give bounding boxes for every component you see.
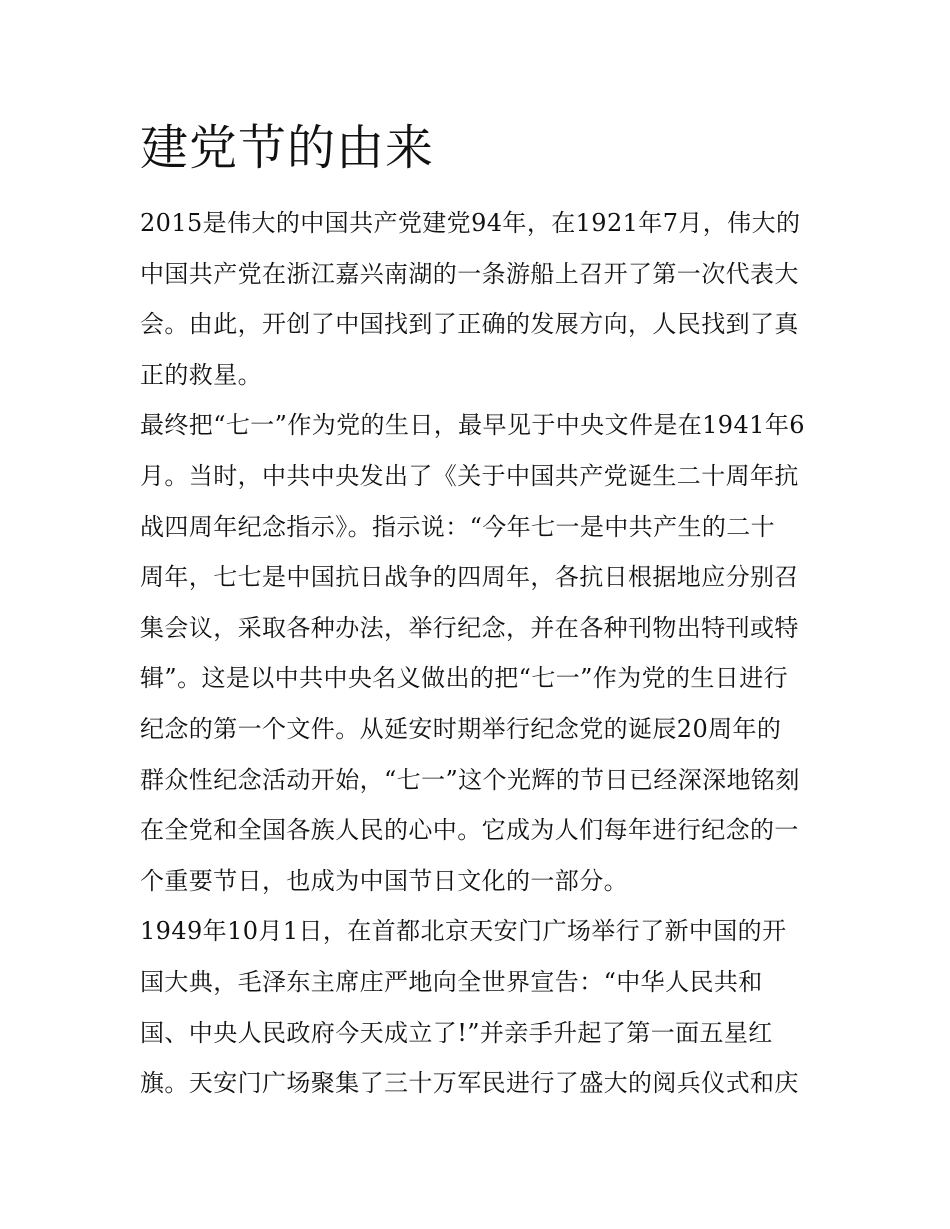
text-line: 周年，七七是中国抗日战争的四周年，各抗日根据地应分别召 <box>140 563 799 592</box>
text-line: 战四周年纪念指示》。指示说：“今年七一是中共产生的二十 <box>140 512 776 541</box>
page-title: 建党节的由来 <box>140 120 435 176</box>
text-line: 纪念的第一个文件。从延安时期举行纪念党的诞辰20周年的 <box>140 714 782 743</box>
text-line: 在全党和全国各族人民的心中。它成为人们每年进行纪念的一 <box>140 816 799 845</box>
text-line: 月。当时，中共中央发出了《关于中国共产党诞生二十周年抗 <box>140 461 799 490</box>
text-line: 旗。天安门广场聚集了三十万军民进行了盛大的阅兵仪式和庆 <box>140 1069 799 1098</box>
text-line: 国、中央人民政府今天成立了!”并亲手升起了第一面五星红 <box>140 1018 773 1047</box>
text-line: 2015是伟大的中国共产党建党94年，在1921年7月，伟大的 <box>140 209 801 237</box>
text-line: 国大典，毛泽东主席庄严地向全世界宣告：“中华人民共和 <box>140 967 763 996</box>
text-line: 中国共产党在浙江嘉兴南湖的一条游船上召开了第一次代表大 <box>140 259 799 288</box>
text-line: 辑”。这是以中共中央名义做出的把“七一”作为党的生日进行 <box>140 664 789 693</box>
text-line: 集会议，采取各种办法，举行纪念，并在各种刊物出特刊或特 <box>140 613 799 642</box>
text-line: 会。由此，开创了中国找到了正确的发展方向，人民找到了真 <box>140 310 799 339</box>
text-line: 群众性纪念活动开始，“七一”这个光辉的节日已经深深地铭刻 <box>140 765 800 794</box>
text-line: 最终把“七一”作为党的生日，最早见于中央文件是在1941年6 <box>140 411 805 440</box>
text-line: 正的救星。 <box>140 360 262 389</box>
body-text <box>140 198 820 1109</box>
text-line: 1949年10月1日，在首都北京天安门广场举行了新中国的开 <box>140 917 787 946</box>
text-line: 个重要节日，也成为中国节日文化的一部分。 <box>140 866 628 895</box>
